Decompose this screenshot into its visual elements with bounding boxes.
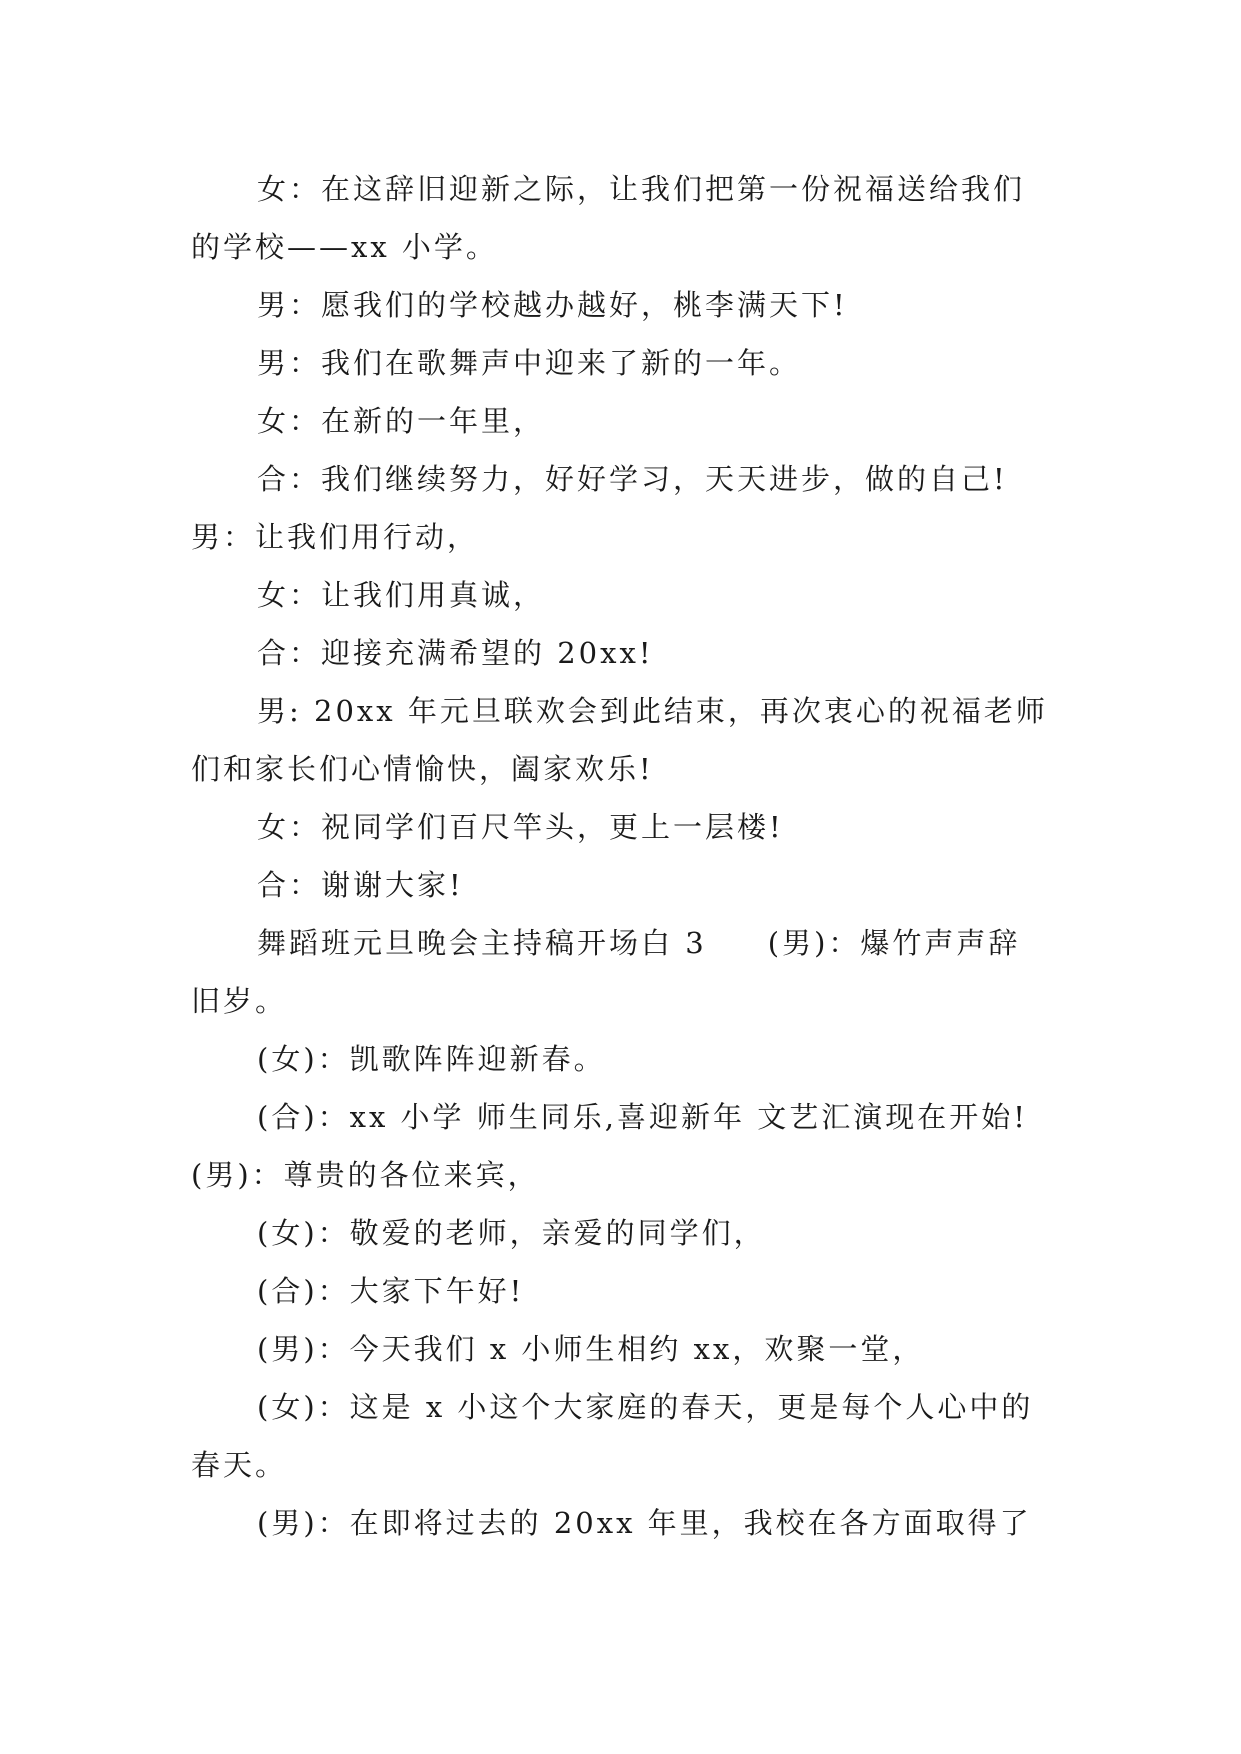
text-line: (男)：在即将过去的 20xx 年里，我校在各方面取得了 xyxy=(257,1506,1032,1540)
text-line: 男：让我们用行动， xyxy=(191,520,480,554)
text-line: 旧岁。 xyxy=(191,984,288,1018)
text-line: (合)：xx 小学 师生同乐,喜迎新年 文艺汇演现在开始! xyxy=(257,1100,1028,1134)
text-line: 男：我们在歌舞声中迎来了新的一年。 xyxy=(257,346,802,380)
text-line: (女)：敬爱的老师，亲爱的同学们， xyxy=(257,1216,766,1250)
text-line: 合：迎接充满希望的 20xx! xyxy=(257,636,654,670)
text-line: 女：祝同学们百尺竿头，更上一层楼! xyxy=(257,810,784,844)
text-line: 的学校——xx 小学。 xyxy=(191,230,498,264)
text-line: 男：愿我们的学校越办越好，桃李满天下! xyxy=(257,288,848,322)
text-line: 男: 20xx 年元旦联欢会到此结束，再次衷心的祝福老师 xyxy=(257,694,1048,728)
text-line: 合：我们继续努力，好好学习，天天进步，做的自己! xyxy=(257,462,1008,496)
text-line: 们和家长们心情愉快，阖家欢乐! xyxy=(191,752,654,786)
text-line: 女：让我们用真诚， xyxy=(257,578,546,612)
text-line: 女：在这辞旧迎新之际，让我们把第一份祝福送给我们 xyxy=(257,172,1026,206)
text-line: (女)：这是 x 小这个大家庭的春天，更是每个人心中的 xyxy=(257,1390,1034,1424)
text-line: (男)：今天我们 x 小师生相约 xx，欢聚一堂， xyxy=(257,1332,925,1366)
text-line: (男)：尊贵的各位来宾， xyxy=(191,1158,540,1192)
text-line: 舞蹈班元旦晚会主持稿开场白 3 (男)：爆竹声声辞 xyxy=(257,926,1021,960)
text-line: 春天。 xyxy=(191,1448,288,1482)
text-line: (合)：大家下午好! xyxy=(257,1274,525,1308)
document-page xyxy=(191,160,1051,1552)
text-line: 女：在新的一年里， xyxy=(257,404,546,438)
text-line: (女)：凯歌阵阵迎新春。 xyxy=(257,1042,606,1076)
text-line: 合：谢谢大家! xyxy=(257,868,464,902)
